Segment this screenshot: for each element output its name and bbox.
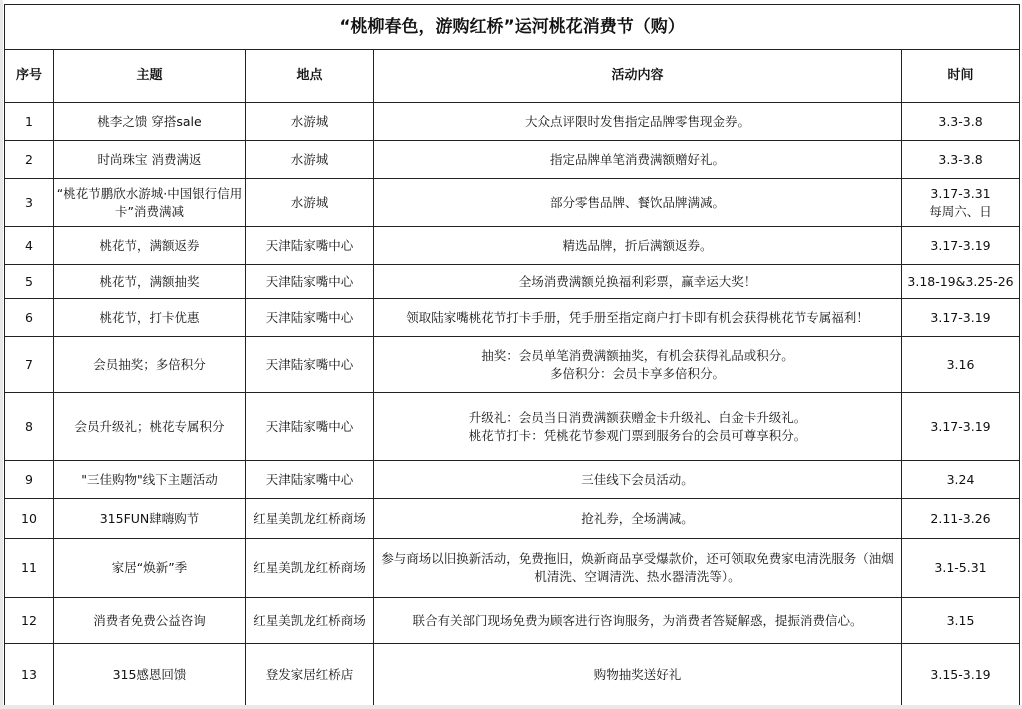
page-title[interactable]: “桃柳春色，游购红桥”运河桃花消费节（购） bbox=[5, 5, 1020, 50]
cell-time[interactable]: 3.16 bbox=[902, 337, 1020, 393]
cell-content[interactable]: 领取陆家嘴桃花节打卡手册，凭手册至指定商户打卡即有机会获得桃花节专属福利！ bbox=[374, 299, 902, 337]
cell-no[interactable]: 9 bbox=[5, 461, 54, 499]
cell-content[interactable]: 精选品牌，折后满额返券。 bbox=[374, 227, 902, 265]
sheet-bottom-edge bbox=[0, 705, 1022, 709]
cell-no[interactable]: 13 bbox=[5, 644, 54, 706]
cell-content[interactable]: 三佳线下会员活动。 bbox=[374, 461, 902, 499]
table-row bbox=[5, 227, 1020, 265]
cell-theme[interactable]: 会员抽奖；多倍积分 bbox=[54, 337, 246, 393]
cell-no[interactable]: 11 bbox=[5, 539, 54, 598]
cell-theme[interactable]: 桃李之馈 穿搭sale bbox=[54, 103, 246, 141]
cell-content[interactable]: 抢礼券，全场满减。 bbox=[374, 499, 902, 539]
header-time[interactable]: 时间 bbox=[902, 50, 1020, 103]
cell-time[interactable]: 3.17-3.19 bbox=[902, 227, 1020, 265]
header-content[interactable]: 活动内容 bbox=[374, 50, 902, 103]
cell-place[interactable]: 水游城 bbox=[246, 103, 374, 141]
cell-time[interactable]: 3.18-19&3.25-26 bbox=[902, 265, 1020, 299]
cell-place[interactable]: 红星美凯龙红桥商场 bbox=[246, 598, 374, 644]
header-row bbox=[5, 50, 1020, 103]
cell-content[interactable]: 升级礼：会员当日消费满额获赠金卡升级礼、白金卡升级礼。 桃花节打卡：凭桃花节参观门票到服务台的会员可尊享积分。 bbox=[374, 393, 902, 461]
cell-place[interactable]: 红星美凯龙红桥商场 bbox=[246, 539, 374, 598]
cell-theme[interactable]: 时尚珠宝 消费满返 bbox=[54, 141, 246, 179]
cell-no[interactable]: 3 bbox=[5, 179, 54, 227]
cell-theme[interactable]: 315感恩回馈 bbox=[54, 644, 246, 706]
cell-time[interactable]: 3.17-3.19 bbox=[902, 299, 1020, 337]
cell-place[interactable]: 水游城 bbox=[246, 179, 374, 227]
cell-no[interactable]: 4 bbox=[5, 227, 54, 265]
table-row bbox=[5, 461, 1020, 499]
cell-theme[interactable]: 桃花节，满额返券 bbox=[54, 227, 246, 265]
table-row bbox=[5, 103, 1020, 141]
cell-content[interactable]: 联合有关部门现场免费为顾客进行咨询服务，为消费者答疑解惑，提振消费信心。 bbox=[374, 598, 902, 644]
cell-place[interactable]: 天津陆家嘴中心 bbox=[246, 299, 374, 337]
cell-content[interactable]: 指定品牌单笔消费满额赠好礼。 bbox=[374, 141, 902, 179]
cell-no[interactable]: 10 bbox=[5, 499, 54, 539]
header-theme[interactable]: 主题 bbox=[54, 50, 246, 103]
cell-no[interactable]: 1 bbox=[5, 103, 54, 141]
table-row bbox=[5, 539, 1020, 598]
header-no[interactable]: 序号 bbox=[5, 50, 54, 103]
cell-time[interactable]: 2.11-3.26 bbox=[902, 499, 1020, 539]
table-row bbox=[5, 337, 1020, 393]
cell-theme[interactable]: 家居“焕新”季 bbox=[54, 539, 246, 598]
cell-content[interactable]: 购物抽奖送好礼 bbox=[374, 644, 902, 706]
header-place[interactable]: 地点 bbox=[246, 50, 374, 103]
cell-time[interactable]: 3.3-3.8 bbox=[902, 103, 1020, 141]
cell-theme[interactable]: “桃花节鹏欣水游城·中国银行信用卡”消费满减 bbox=[54, 179, 246, 227]
cell-theme[interactable]: 桃花节，满额抽奖 bbox=[54, 265, 246, 299]
cell-theme[interactable]: 消费者免费公益咨询 bbox=[54, 598, 246, 644]
cell-theme[interactable]: "三佳购物"线下主题活动 bbox=[54, 461, 246, 499]
cell-place[interactable]: 天津陆家嘴中心 bbox=[246, 337, 374, 393]
cell-theme[interactable]: 桃花节，打卡优惠 bbox=[54, 299, 246, 337]
cell-time[interactable]: 3.1-5.31 bbox=[902, 539, 1020, 598]
cell-place[interactable]: 红星美凯龙红桥商场 bbox=[246, 499, 374, 539]
cell-place[interactable]: 登发家居红桥店 bbox=[246, 644, 374, 706]
cell-place[interactable]: 天津陆家嘴中心 bbox=[246, 461, 374, 499]
table-row bbox=[5, 499, 1020, 539]
cell-content[interactable]: 大众点评限时发售指定品牌零售现金券。 bbox=[374, 103, 902, 141]
table-row bbox=[5, 393, 1020, 461]
table-row bbox=[5, 141, 1020, 179]
cell-no[interactable]: 7 bbox=[5, 337, 54, 393]
cell-place[interactable]: 天津陆家嘴中心 bbox=[246, 227, 374, 265]
cell-content[interactable]: 抽奖：会员单笔消费满额抽奖，有机会获得礼品或积分。 多倍积分：会员卡享多倍积分。 bbox=[374, 337, 902, 393]
table-row bbox=[5, 299, 1020, 337]
table-row bbox=[5, 598, 1020, 644]
cell-time[interactable]: 3.3-3.8 bbox=[902, 141, 1020, 179]
cell-no[interactable]: 2 bbox=[5, 141, 54, 179]
cell-time[interactable]: 3.17-3.19 bbox=[902, 393, 1020, 461]
cell-no[interactable]: 5 bbox=[5, 265, 54, 299]
title-row bbox=[5, 5, 1020, 50]
cell-place[interactable]: 天津陆家嘴中心 bbox=[246, 393, 374, 461]
cell-content[interactable]: 部分零售品牌、餐饮品牌满减。 bbox=[374, 179, 902, 227]
cell-time[interactable]: 3.15 bbox=[902, 598, 1020, 644]
cell-place[interactable]: 水游城 bbox=[246, 141, 374, 179]
cell-content[interactable]: 参与商场以旧换新活动，免费拖旧，焕新商品享受爆款价，还可领取免费家电清洗服务（油烟机清洗、空调清洗、热水器清洗等）。 bbox=[374, 539, 902, 598]
cell-time[interactable]: 3.17-3.31 每周六、日 bbox=[902, 179, 1020, 227]
sheet-edge bbox=[0, 0, 3, 709]
cell-place[interactable]: 天津陆家嘴中心 bbox=[246, 265, 374, 299]
cell-theme[interactable]: 会员升级礼；桃花专属积分 bbox=[54, 393, 246, 461]
cell-content[interactable]: 全场消费满额兑换福利彩票，赢幸运大奖！ bbox=[374, 265, 902, 299]
cell-theme[interactable]: 315FUN肆嗨购节 bbox=[54, 499, 246, 539]
table-row bbox=[5, 644, 1020, 706]
event-table bbox=[4, 4, 1020, 706]
cell-time[interactable]: 3.15-3.19 bbox=[902, 644, 1020, 706]
cell-no[interactable]: 6 bbox=[5, 299, 54, 337]
cell-no[interactable]: 8 bbox=[5, 393, 54, 461]
table-row bbox=[5, 179, 1020, 227]
cell-time[interactable]: 3.24 bbox=[902, 461, 1020, 499]
cell-no[interactable]: 12 bbox=[5, 598, 54, 644]
table-row bbox=[5, 265, 1020, 299]
